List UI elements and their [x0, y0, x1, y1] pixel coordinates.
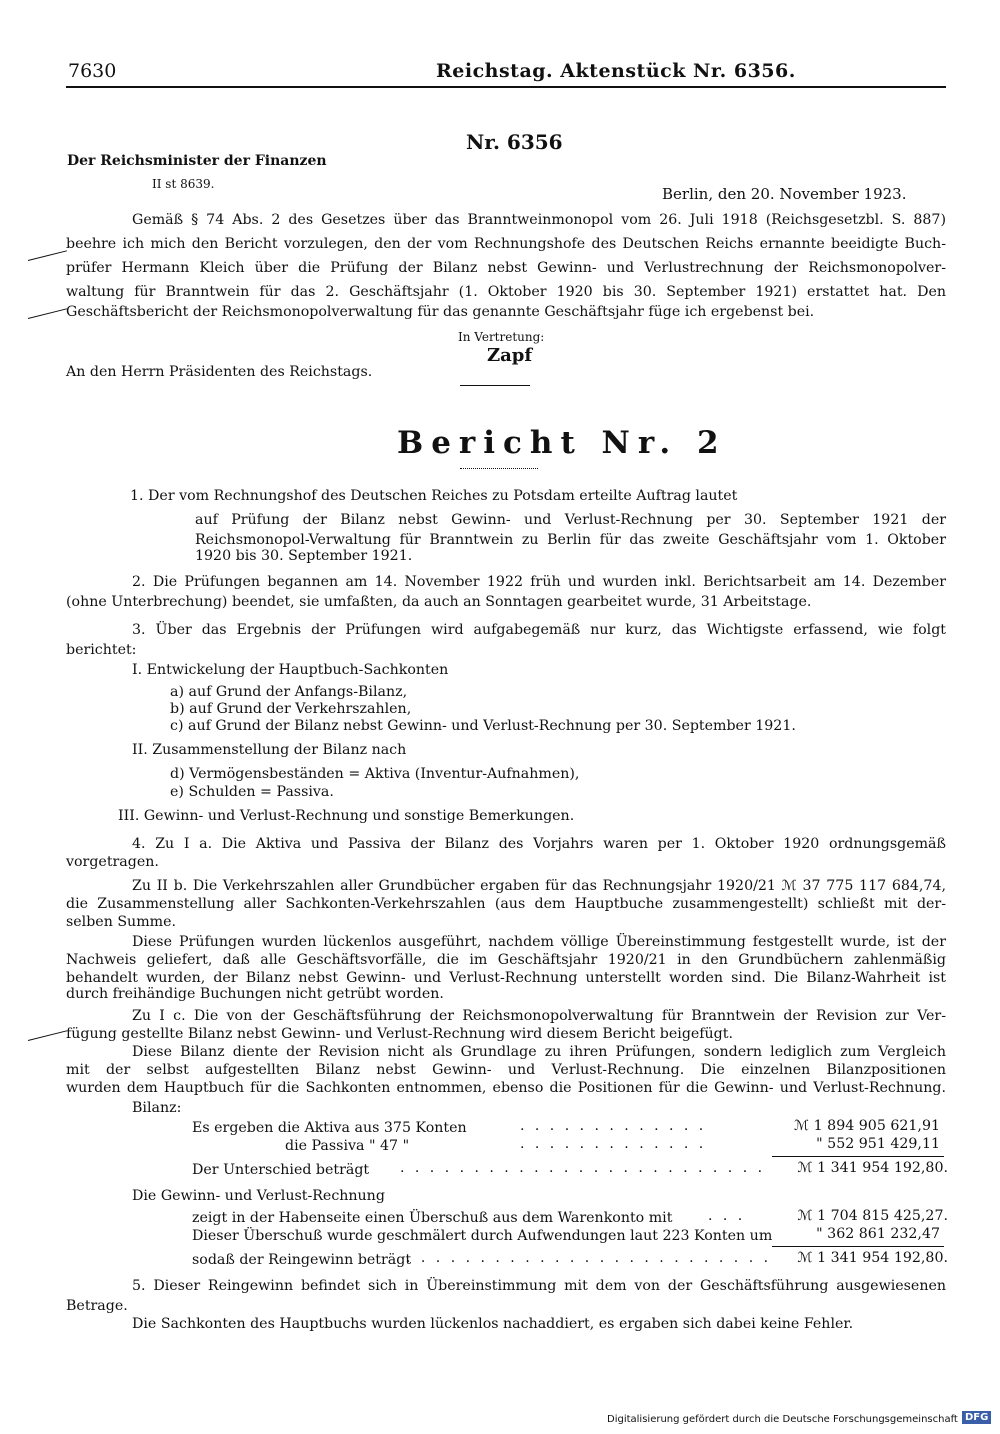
report-line: 1. Der vom Rechnungshof des Deutschen Reiches zu Potsdam erteilte Auftrag lautet	[130, 488, 738, 504]
leader-dots: . . . . . . . . . . . . . . . . . . . . . . . . .	[400, 1160, 766, 1176]
sender: Der Reichsminister der Finanzen	[67, 153, 327, 169]
report-line: Diese Prüfungen wurden lückenlos ausgeführt, nachdem völlige Übereinstimmung festgestellt wurde, ist der	[132, 934, 946, 950]
leader-dots: . . . . . . . . . . . . .	[520, 1136, 707, 1152]
report-line: 2. Die Prüfungen begannen am 14. November 1922 früh und wurden inkl. Berichtsarbeit am 14. Dezember	[132, 574, 946, 590]
report-line: Diese Bilanz diente der Revision nicht als Grundlage zu ihren Prüfungen, sondern lediglich zum Vergleich	[132, 1044, 946, 1060]
signature: Zapf	[487, 345, 533, 366]
amount-aktiva: ℳ 1 894 905 621,91	[793, 1118, 940, 1134]
report-line: a) auf Grund der Anfangs-Bilanz,	[170, 684, 408, 700]
report-line: d) Vermögensbeständen = Aktiva (Inventur-Aufnahmen),	[170, 766, 580, 782]
report-title: Bericht Nr. 2	[397, 425, 727, 461]
report-line: e) Schulden = Passiva.	[170, 784, 334, 800]
report-line: I. Entwickelung der Hauptbuch-Sachkonten	[132, 662, 449, 678]
report-line: II. Zusammenstellung der Bilanz nach	[132, 742, 407, 758]
report-line: 1920 bis 30. September 1921.	[195, 548, 413, 564]
margin-mark	[28, 308, 67, 319]
leader-dots: . . . . . . . . . . . . .	[520, 1118, 707, 1134]
leader-dots: . . . . . . . . . . . . . . . . . . . . . . . . .	[406, 1250, 772, 1266]
report-line: wurden dem Hauptbuch für die Sachkonten entnommen, ebenso die Positionen für die Gewinn- und Verlust-Rechnung.	[66, 1080, 946, 1096]
letter-line: prüfer Hermann Kleich über die Prüfung der Bilanz nebst Gewinn- und Verlustrechnung der Reichsmonopolver-	[66, 260, 946, 276]
sum-rule	[772, 1156, 944, 1157]
letter-line: Geschäftsbericht der Reichsmonopolverwaltung für das genannte Geschäftsjahr füge ich ergebenst bei.	[66, 304, 815, 320]
margin-mark	[28, 250, 67, 261]
report-line: Betrage.	[66, 1298, 128, 1314]
amount-net-profit: ℳ 1 341 954 192,80.	[797, 1250, 948, 1266]
report-line: Dieser Überschuß wurde geschmälert durch Aufwendungen laut 223 Konten um	[192, 1228, 773, 1244]
signature-prefix: In Vertretung:	[458, 330, 545, 344]
report-line: Es ergeben die Aktiva aus 375 Konten	[192, 1120, 467, 1136]
letter-line: beehre ich mich den Bericht vorzulegen, den der vom Rechnungshofe des Deutschen Reichs ernannte beeidigte Buch-	[66, 236, 946, 252]
report-line: c) auf Grund der Bilanz nebst Gewinn- und Verlust-Rechnung per 30. September 1921.	[170, 718, 796, 734]
title-rule	[460, 468, 538, 469]
margin-mark	[28, 1030, 67, 1041]
report-line: Zu II b. Die Verkehrszahlen aller Grundbücher ergaben für das Rechnungsjahr 1920/21 ℳ 37 775 117 684,74,	[132, 878, 946, 894]
report-line: Der Unterschied beträgt	[192, 1162, 370, 1178]
report-line: mit der selbst aufgestellten Bilanz nebst Gewinn- und Verlust-Rechnung. Die einzelnen Bilanzpositionen	[66, 1062, 946, 1078]
report-line: Bilanz:	[132, 1100, 182, 1116]
signature-rule	[460, 385, 530, 386]
report-line: selben Summe.	[66, 914, 177, 930]
report-line: b) auf Grund der Verkehrszahlen,	[170, 701, 412, 717]
amount-expenses: " 362 861 232,47	[816, 1226, 940, 1242]
running-header	[66, 60, 946, 88]
report-line: III. Gewinn- und Verlust-Rechnung und sonstige Bemerkungen.	[118, 808, 575, 824]
report-line: die Zusammenstellung aller Sachkonten-Verkehrszahlen (aus dem Hauptbuche zusammengestellt) schließt mit der-	[66, 896, 946, 912]
leader-dots: . . .	[708, 1208, 746, 1224]
page-number: 7630	[68, 60, 117, 82]
report-line: 3. Über das Ergebnis der Prüfungen wird aufgabegemäß nur kurz, das Wichtigste erfassend, wie folgt	[132, 622, 946, 638]
dfg-logo: DFG	[962, 1411, 991, 1424]
report-line: Nachweis geliefert, daß alle Geschäftsvorfälle, die im Geschäftsjahr 1920/21 in den Grundbüchern zahlenmäßig	[66, 952, 946, 968]
report-line: Die Gewinn- und Verlust-Rechnung	[132, 1188, 385, 1204]
report-line: sodaß der Reingewinn beträgt	[192, 1252, 412, 1268]
report-line: fügung gestellte Bilanz nebst Gewinn- und Verlust-Rechnung wird diesem Bericht beigefügt.	[66, 1026, 733, 1042]
running-title: Reichstag. Aktenstück Nr. 6356.	[436, 60, 796, 82]
report-line: 5. Dieser Reingewinn befindet sich in Übereinstimmung mit dem von der Geschäftsführung ausgewiesenen	[132, 1278, 946, 1294]
digitization-credit: Digitalisierung gefördert durch die Deutsche Forschungsgemeinschaft	[607, 1414, 958, 1425]
report-line: behandelt wurden, der Bilanz nebst Gewinn- und Verlust-Rechnung unterstellt worden sind. Die Bilanz-Wahrheit ist	[66, 970, 946, 986]
report-line: vorgetragen.	[66, 854, 159, 870]
amount-difference: ℳ 1 341 954 192,80.	[797, 1160, 948, 1176]
letter-line: Gemäß § 74 Abs. 2 des Gesetzes über das Branntweinmonopol vom 26. Juli 1918 (Reichsgesetzbl. S. 887)	[132, 212, 946, 228]
amount-passiva: " 552 951 429,11	[816, 1136, 940, 1152]
reference-number: II st 8639.	[152, 177, 215, 191]
report-line: Reichsmonopol-Verwaltung für Branntwein zu Berlin für das zweite Geschäftsjahr vom 1. Oktober	[195, 532, 946, 548]
report-line: (ohne Unterbrechung) beendet, sie umfaßten, da auch an Sonntagen gearbeitet wurde, 31 Arbeitstage.	[66, 594, 812, 610]
report-line: Zu I c. Die von der Geschäftsführung der Reichsmonopolverwaltung für Branntwein der Revision zur Ver-	[132, 1008, 946, 1024]
report-line: 4. Zu I a. Die Aktiva und Passiva der Bilanz des Vorjahrs waren per 1. Oktober 1920 ordnungsgemäß	[132, 836, 946, 852]
report-line: Die Sachkonten des Hauptbuchs wurden lückenlos nachaddiert, es ergaben sich dabei keine Fehler.	[132, 1316, 854, 1332]
report-line: durch freihändige Buchungen nicht getrübt worden.	[66, 986, 444, 1002]
amount-surplus: ℳ 1 704 815 425,27.	[797, 1208, 948, 1224]
report-line: die Passiva " 47 "	[285, 1138, 410, 1154]
report-line: zeigt in der Habenseite einen Überschuß aus dem Warenkonto mit	[192, 1210, 673, 1226]
place-date: Berlin, den 20. November 1923.	[662, 185, 907, 203]
addressee: An den Herrn Präsidenten des Reichstags.	[66, 364, 373, 380]
report-line: berichtet:	[66, 642, 137, 658]
document-number: Nr. 6356	[466, 130, 563, 154]
report-line: auf Prüfung der Bilanz nebst Gewinn- und Verlust-Rechnung per 30. September 1921 der	[195, 512, 946, 528]
sum-rule	[772, 1246, 944, 1247]
letter-line: waltung für Branntwein für das 2. Geschäftsjahr (1. Oktober 1920 bis 30. September 1921) erstattet hat. Den	[66, 284, 946, 300]
